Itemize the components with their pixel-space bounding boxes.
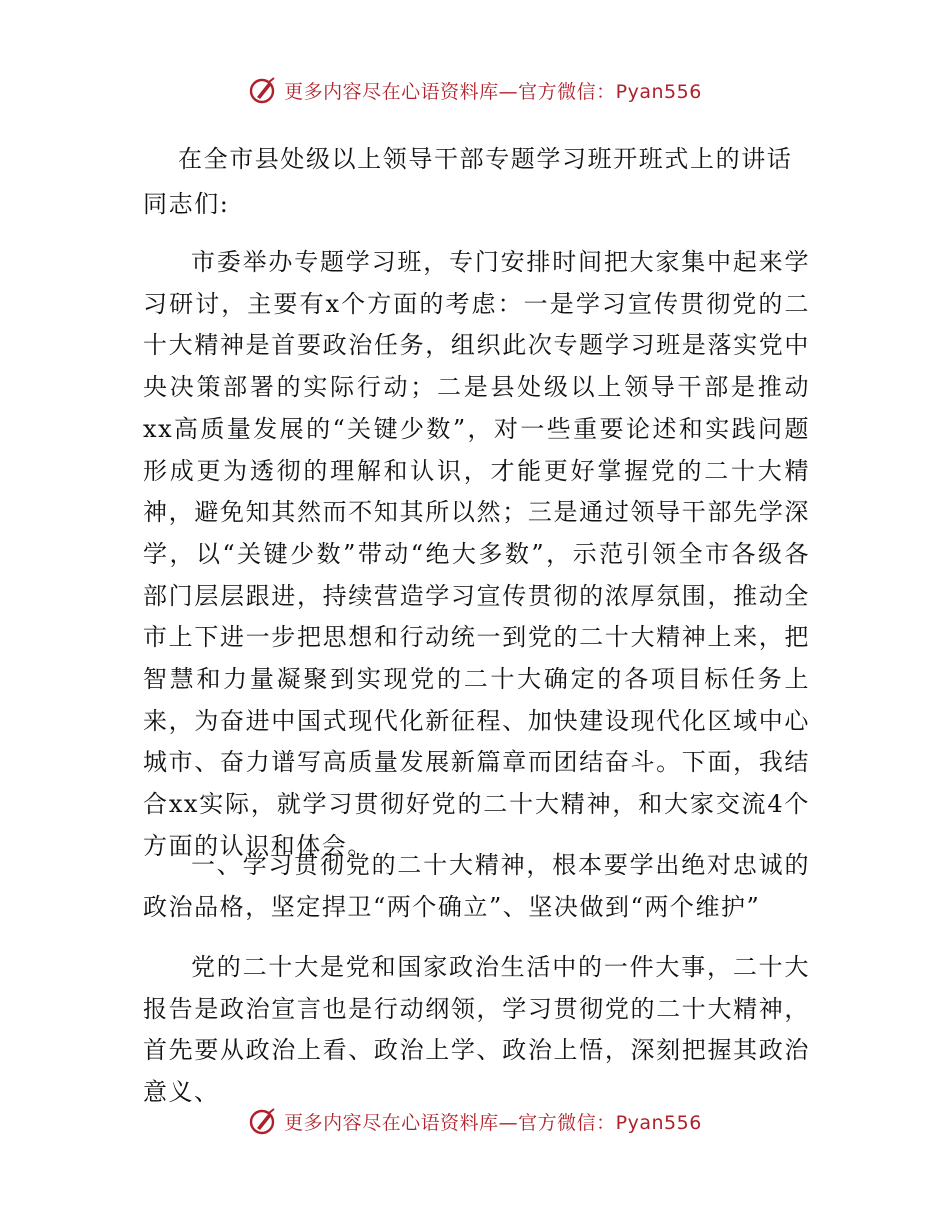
watermark-banner-bottom bbox=[0, 1101, 950, 1141]
body-paragraph: 党的二十大是党和国家政治生活中的一件大事，二十大报告是政治宣言也是行动纲领，学习贯彻党的二十大精神，首先要从政治上看、政治上学、政治上悟，深刻把握其政治意义、 bbox=[143, 953, 810, 1107]
watermark-text: 更多内容尽在心语资料库—官方微信：Pyan556 bbox=[284, 80, 702, 103]
body-paragraph: 市委举办专题学习班，专门安排时间把大家集中起来学习研讨，主要有x个方面的考虑：一是学习宣传贯彻党的二十大精神是首要政治任务，组织此次专题学习班是落实党中央决策部署的实际行动；二是县处级以上领导干部是推动xx高质量发展的“关键少数”，对一些重要论述和实践问题形成更为透彻的理解和认识，才能更好掌握党的二十大精神，避免知其然而不知其所以然；三是通过领导干部先学深学，以“关键少数”带动“绝大多数”，示范引领全市各级各部门层层跟进，持续营造学习宣传贯彻的浓厚氛围，推动全市上下进一步把思想和行动统一到党的二十大精神上来，把智慧和力量凝聚到实现党的二十大确定的各项目标任务上来，为奋进中国式现代化新征程、加快建设现代化区域中心城市、奋力谱写高质量发展新篇章而团结奋斗。下面，我结合xx实际，就学习贯彻好党的二十大精神，和大家交流4个方面的认识和体会。 bbox=[143, 248, 810, 860]
watermark-text: 更多内容尽在心语资料库—官方微信：Pyan556 bbox=[284, 1111, 702, 1134]
section-heading: 一、学习贯彻党的二十大精神，根本要学出绝对忠诚的政治品格，坚定捍卫“两个确立”、坚决做到“两个维护” bbox=[143, 851, 810, 921]
pen-logo-icon bbox=[248, 75, 278, 105]
pen-logo-icon bbox=[248, 1106, 278, 1136]
watermark-banner-top bbox=[0, 70, 950, 110]
salutation: 同志们: bbox=[143, 190, 230, 218]
document-title: 在全市县处级以上领导干部专题学习班开班式上的讲话 bbox=[178, 145, 793, 173]
